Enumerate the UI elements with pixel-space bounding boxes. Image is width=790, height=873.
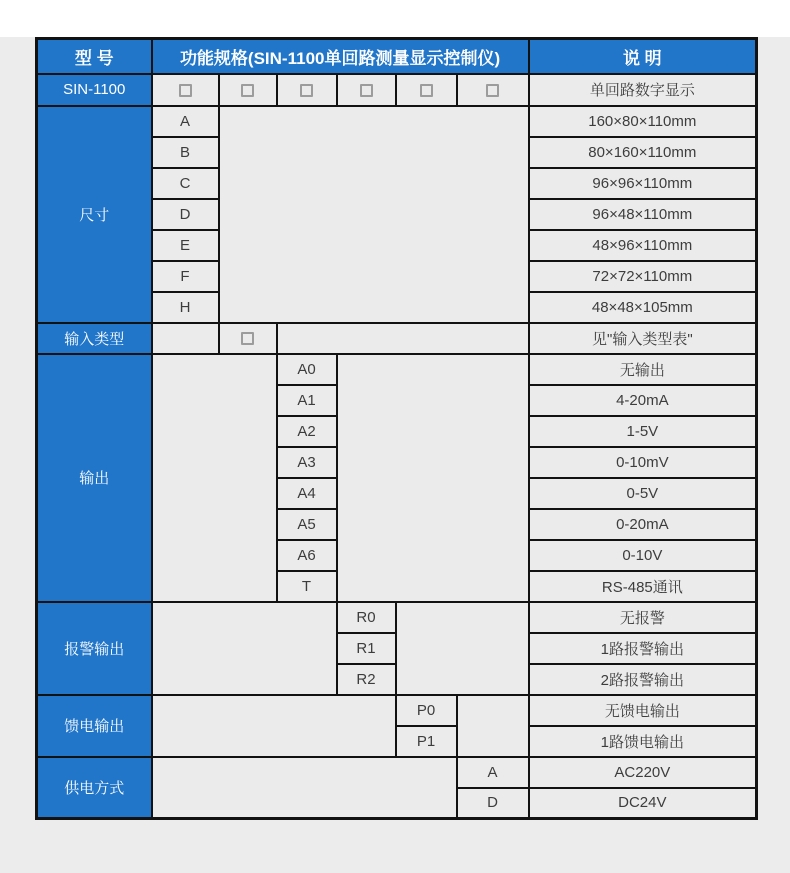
power-code-cell: A [457, 757, 529, 788]
feed-desc-cell: 无馈电输出 [529, 695, 757, 726]
output-desc-cell: 0-10mV [529, 447, 757, 478]
alarm-desc-cell: 无报警 [529, 602, 757, 633]
output-code-cell: A3 [277, 447, 337, 478]
alarm-code-cell: R0 [337, 602, 396, 633]
size-desc-cell: 72×72×110mm [529, 261, 757, 292]
output-code-cell: A1 [277, 385, 337, 416]
spec-checkbox-cell [152, 74, 219, 106]
output-desc-cell: 无输出 [529, 354, 757, 385]
section-label-size: 尺寸 [37, 106, 152, 323]
section-label-alarm: 报警输出 [37, 602, 152, 695]
output-code-cell: A5 [277, 509, 337, 540]
empty-cell [457, 695, 529, 757]
page-top-margin [0, 0, 790, 37]
power-code-cell: D [457, 788, 529, 819]
alarm-row [37, 602, 757, 633]
section-label-output: 输出 [37, 354, 152, 602]
output-desc-cell: 1-5V [529, 416, 757, 447]
size-desc-cell: 80×160×110mm [529, 137, 757, 168]
size-desc-cell: 96×48×110mm [529, 199, 757, 230]
input-type-desc-cell: 见"输入类型表" [529, 323, 757, 354]
model-desc-cell: 单回路数字显示 [529, 74, 757, 106]
feed-row [37, 695, 757, 726]
spec-checkbox-cell [337, 74, 396, 106]
checkbox-icon [241, 84, 254, 97]
feed-code-cell: P0 [396, 695, 457, 726]
size-desc-cell: 96×96×110mm [529, 168, 757, 199]
output-desc-cell: RS-485通讯 [529, 571, 757, 602]
empty-cell [337, 354, 529, 602]
checkbox-icon [300, 84, 313, 97]
spec-checkbox-cell [277, 74, 337, 106]
size-desc-cell: 48×96×110mm [529, 230, 757, 261]
size-code-cell: E [152, 230, 219, 261]
output-desc-cell: 0-5V [529, 478, 757, 509]
size-desc-cell: 48×48×105mm [529, 292, 757, 323]
feed-desc-cell: 1路馈电输出 [529, 726, 757, 757]
input-checkbox-cell [219, 323, 277, 354]
spec-checkbox-cell [457, 74, 529, 106]
empty-cell [152, 602, 337, 695]
checkbox-icon [241, 332, 254, 345]
size-code-cell: H [152, 292, 219, 323]
header-spec-col: 功能规格(SIN-1100单回路测量显示控制仪) [152, 39, 529, 74]
power-row [37, 757, 757, 788]
size-code-cell: A [152, 106, 219, 137]
section-label-input-type: 输入类型 [37, 323, 152, 354]
size-row [37, 106, 757, 137]
feed-code-cell: P1 [396, 726, 457, 757]
output-desc-cell: 0-10V [529, 540, 757, 571]
output-code-cell: A2 [277, 416, 337, 447]
empty-cell [152, 323, 219, 354]
header-model-col: 型 号 [37, 39, 152, 74]
checkbox-icon [486, 84, 499, 97]
empty-cell [396, 602, 529, 695]
size-code-cell: B [152, 137, 219, 168]
alarm-code-cell: R1 [337, 633, 396, 664]
output-desc-cell: 0-20mA [529, 509, 757, 540]
model-row [37, 74, 757, 106]
checkbox-icon [360, 84, 373, 97]
empty-cell [152, 354, 277, 602]
output-code-cell: A4 [277, 478, 337, 509]
alarm-desc-cell: 1路报警输出 [529, 633, 757, 664]
power-desc-cell: AC220V [529, 757, 757, 788]
size-code-cell: C [152, 168, 219, 199]
size-desc-cell: 160×80×110mm [529, 106, 757, 137]
input-type-row [37, 323, 757, 354]
output-desc-cell: 4-20mA [529, 385, 757, 416]
spec-table [35, 37, 758, 820]
output-row [37, 354, 757, 385]
alarm-desc-cell: 2路报警输出 [529, 664, 757, 695]
empty-cell [277, 323, 529, 354]
section-label-power: 供电方式 [37, 757, 152, 819]
empty-cell [219, 106, 529, 323]
output-code-cell: T [277, 571, 337, 602]
checkbox-icon [179, 84, 192, 97]
spec-checkbox-cell [219, 74, 277, 106]
empty-cell [152, 757, 457, 819]
output-code-cell: A0 [277, 354, 337, 385]
section-label-feed: 馈电输出 [37, 695, 152, 757]
empty-cell [152, 695, 396, 757]
header-desc-col: 说 明 [529, 39, 757, 74]
size-code-cell: F [152, 261, 219, 292]
checkbox-icon [420, 84, 433, 97]
size-code-cell: D [152, 199, 219, 230]
spec-checkbox-cell [396, 74, 457, 106]
model-name-cell: SIN-1100 [37, 74, 152, 106]
header-row [37, 39, 757, 74]
power-desc-cell: DC24V [529, 788, 757, 819]
alarm-code-cell: R2 [337, 664, 396, 695]
output-code-cell: A6 [277, 540, 337, 571]
